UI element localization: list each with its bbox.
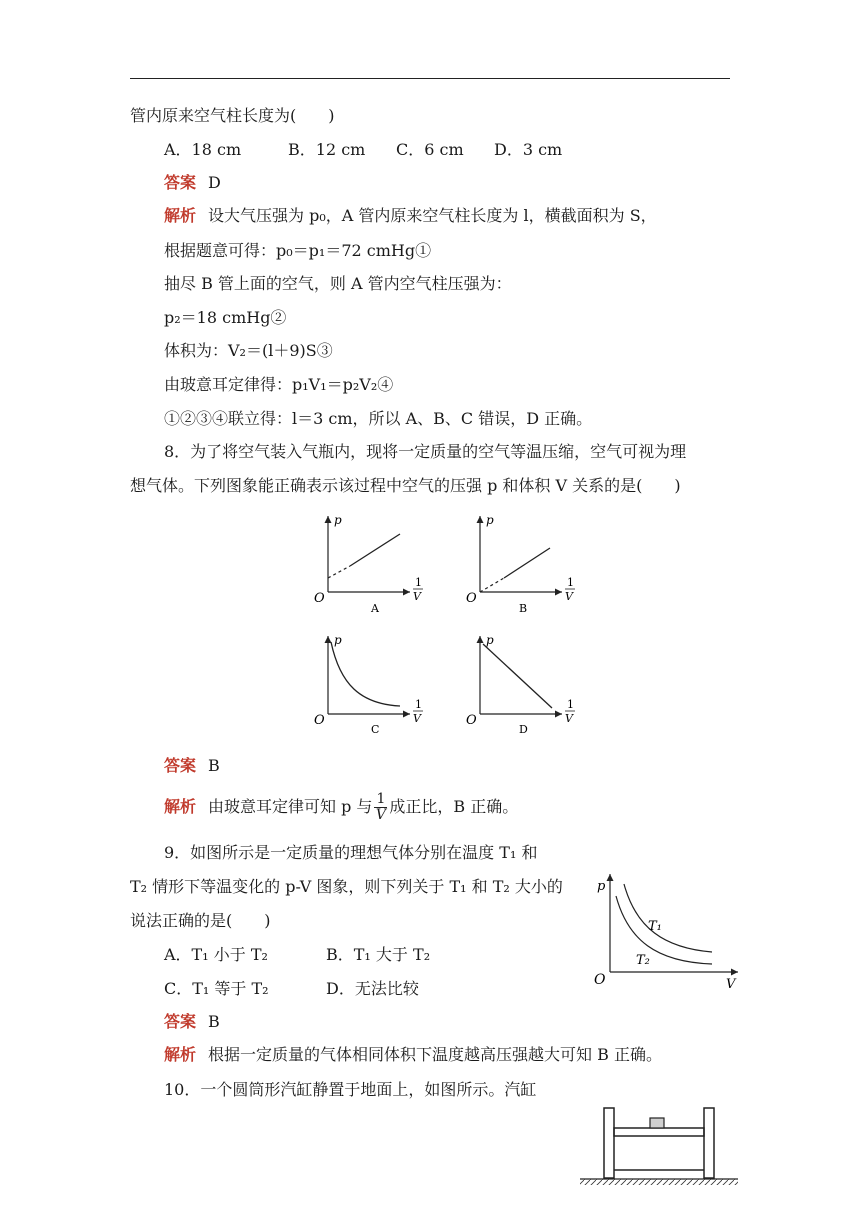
q8-graphs-figure (300, 508, 600, 738)
graph-c-y-label: p (334, 633, 342, 647)
q9-answer: 答案 B (164, 1012, 220, 1031)
q7-answer (164, 172, 221, 194)
q7-analysis-line-1: 解析 设大气压强为 p₀，A 管内原来空气柱长度为 l，横截面积为 S， (164, 206, 657, 225)
q8-stem-line-1: 8．为了将空气装入气瓶内，现将一定质量的空气等温压缩，空气可视为理 (164, 442, 687, 461)
q7-analysis-line-2: 根据题意可得：p₀＝p₁＝72 cmHg① (164, 241, 432, 260)
q9-options-row-2 (164, 978, 419, 1000)
q7-analysis-line-6: 由玻意耳定律得：p₁V₁＝p₂V₂④ (164, 375, 394, 394)
graph-c (314, 633, 423, 736)
q10-cylinder-figure (578, 1102, 738, 1188)
q7-option-b: B．12 cm (288, 140, 366, 159)
q7-options (164, 139, 562, 161)
q8-answer-value: B (208, 756, 220, 775)
q7-analysis-line-3: 抽尽 B 管上面的空气，则 A 管内空气柱压强为： (164, 274, 512, 293)
q7-option-d: D．3 cm (494, 140, 563, 159)
graph-c-x-num: 1 (415, 698, 422, 711)
q8-analysis: 解析 由玻意耳定律可知 p 与 $\frac{1}{V}$ 成正比，B 正确。 (164, 791, 519, 823)
q9-pv-graph (590, 868, 750, 994)
graph-d-label: D (519, 723, 528, 736)
q9-option-d: D．无法比较 (326, 979, 419, 998)
graph-b-x-den: V (565, 590, 573, 603)
graph-b-origin: O (466, 591, 477, 606)
q9-graph-x-label: V (726, 977, 736, 992)
graph-b-y-label: p (486, 513, 494, 527)
q7-option-a: A．18 cm (164, 140, 242, 159)
q7-analysis-line-5: 体积为：V₂＝(l＋9)S③ (164, 341, 333, 360)
q9-graph-y-label: p (597, 879, 606, 894)
graph-b (466, 513, 575, 615)
q10-stem: 10．一个圆筒形汽缸静置于地面上，如图所示。汽缸 (164, 1080, 537, 1099)
q9-curve-t2-label: T₂ (636, 953, 650, 968)
q9-stem-line-3: 说法正确的是( ) (130, 911, 271, 930)
q9-option-b: B．T₁ 大于 T₂ (326, 945, 431, 964)
graph-a-origin: O (314, 591, 325, 606)
q9-curve-t1-label: T₁ (648, 919, 662, 934)
graph-d-origin: O (466, 713, 477, 728)
fraction-one-over-v: $\frac{1}{V}$ (375, 791, 386, 823)
graph-b-label: B (519, 602, 528, 615)
q7-analysis-line-4: p₂＝18 cmHg② (164, 308, 287, 327)
answer-label: 答案 (164, 173, 197, 192)
graph-a-x-den: V (413, 590, 421, 603)
graph-d-y-label: p (486, 633, 494, 647)
q9-stem-line-2: T₂ 情形下等温变化的 p-V 图象，则下列关于 T₁ 和 T₂ 大小的 (130, 877, 563, 896)
graph-a-label: A (371, 602, 379, 615)
q9-option-a: A．T₁ 小于 T₂ (164, 945, 268, 964)
graph-c-origin: O (314, 713, 325, 728)
q9-answer-value: B (208, 1012, 220, 1031)
q8-stem-line-2: 想气体。下列图象能正确表示该过程中空气的压强 p 和体积 V 关系的是( ) (130, 476, 681, 495)
q9-graph-origin: O (594, 972, 606, 988)
analysis-label: 解析 (164, 206, 197, 225)
q9-analysis: 解析 根据一定质量的气体相同体积下温度越高压强越大可知 B 正确。 (164, 1045, 662, 1064)
graph-a (314, 513, 423, 615)
graph-d-x-den: V (565, 712, 573, 725)
q7-stem-tail: 管内原来空气柱长度为( ) (130, 106, 335, 125)
graph-a-x-num: 1 (415, 576, 422, 589)
graph-b-x-num: 1 (567, 576, 574, 589)
graph-d (466, 633, 575, 736)
q7-answer-value: D (208, 173, 221, 192)
q7-analysis-line-7: ①②③④联立得：l＝3 cm，所以 A、B、C 错误，D 正确。 (164, 409, 593, 428)
graph-a-y-label: p (334, 513, 342, 527)
graph-c-x-den: V (413, 712, 421, 725)
q7-option-c: C．6 cm (396, 140, 464, 159)
q9-option-c: C．T₁ 等于 T₂ (164, 979, 269, 998)
header-rule (130, 78, 730, 79)
q9-options-row-1 (164, 944, 430, 966)
q8-answer: 答案 B (164, 756, 220, 775)
graph-d-x-num: 1 (567, 698, 574, 711)
q9-stem-line-1: 9．如图所示是一定质量的理想气体分别在温度 T₁ 和 (164, 843, 538, 862)
graph-c-label: C (371, 723, 380, 736)
